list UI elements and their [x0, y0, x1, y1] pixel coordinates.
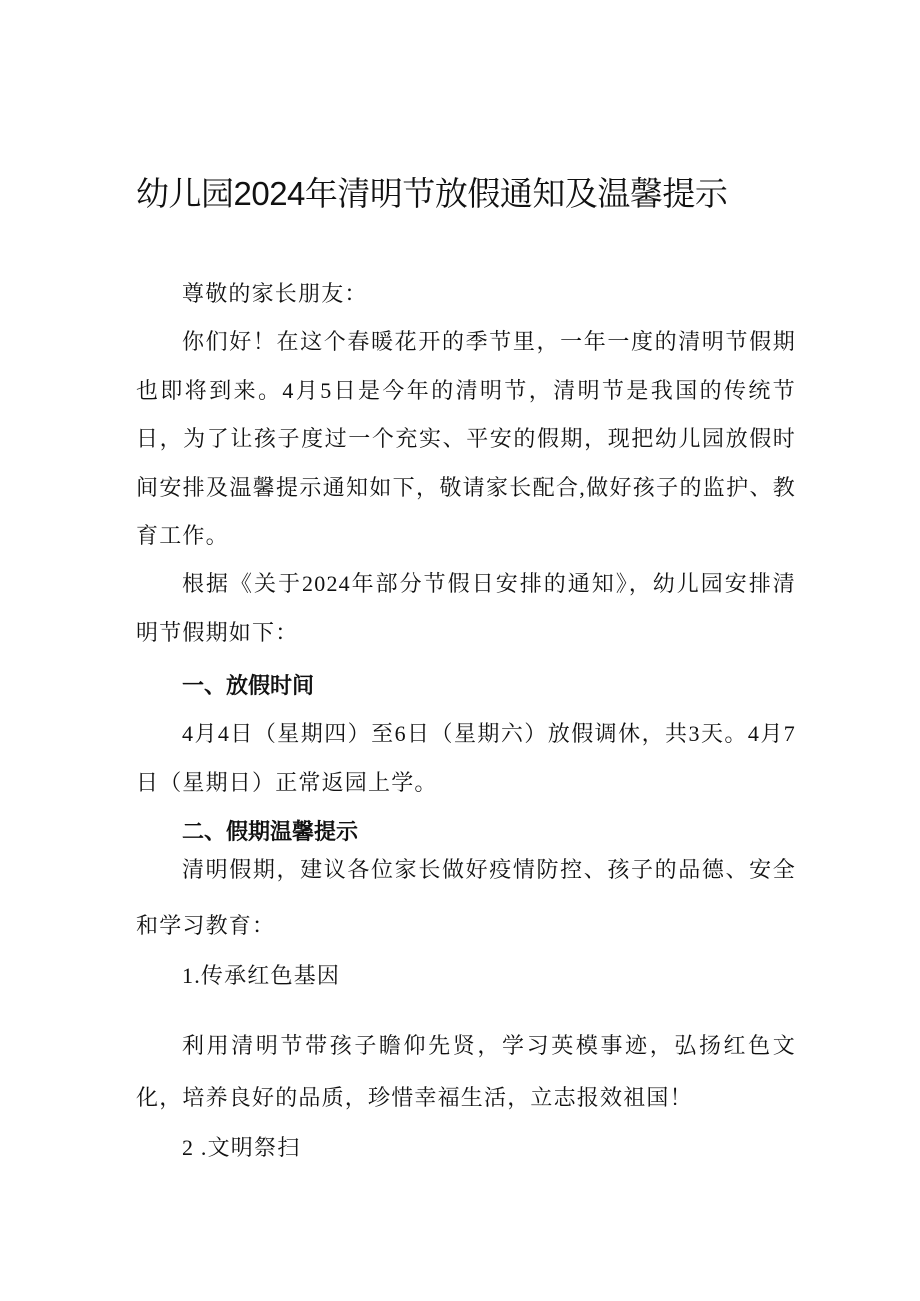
section-heading-holiday-time: 一、放假时间 — [182, 673, 315, 698]
tip-1-title: 1.传承红色基因 — [182, 963, 341, 988]
section-heading-tips: 二、假期温馨提示 — [182, 819, 359, 844]
tip-2-title: 2 .文明祭扫 — [182, 1135, 301, 1160]
tips-intro-paragraph: 清明假期，建议各位家长做好疫情防控、孩子的品德、安全和学习教育： — [136, 857, 796, 938]
holiday-time-paragraph: 4月4日（星期四）至6日（星期六）放假调休，共3天。4月7日（星期日）正常返园上学。 — [136, 721, 796, 795]
document-title: 幼儿园2024年清明节放假通知及温馨提示 — [136, 175, 728, 212]
intro-paragraph: 你们好！在这个春暖花开的季节里，一年一度的清明节假期也即将到来。4月5日是今年的清明节，清明节是我国的传统节日，为了让孩子度过一个充实、平安的假期，现把幼儿园放假时间安排及温馨提示通知如下，敬请家长配合,做好孩子的监护、教育工作。 — [136, 329, 796, 549]
greeting: 尊敬的家长朋友： — [182, 281, 368, 306]
tip-1-body: 利用清明节带孩子瞻仰先贤，学习英模事迹，弘扬红色文化，培养良好的品质，珍惜幸福生活，立志报效祖国！ — [136, 1033, 796, 1110]
basis-paragraph: 根据《关于2024年部分节假日安排的通知》，幼儿园安排清明节假期如下： — [136, 571, 796, 645]
